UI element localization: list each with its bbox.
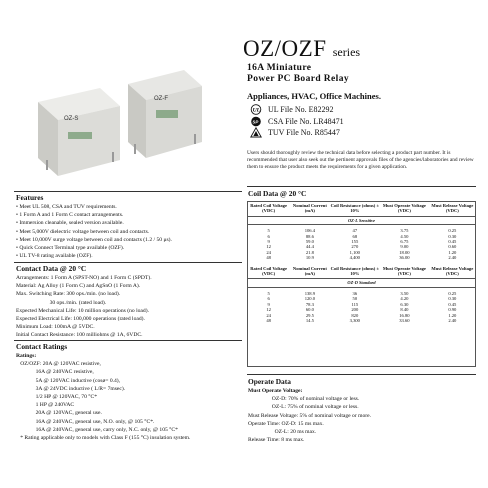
coil-table-cell: 50 — [352, 296, 358, 302]
series-title — [243, 36, 360, 62]
coil-table-cell: 5 — [267, 290, 270, 296]
coil-table-cell: 0.60 — [448, 244, 457, 250]
operate-line: OZ-D: 70% of nominal voltage or less. — [248, 396, 360, 403]
coil-table-header-cell: Must Release Voltage (VDC) — [429, 201, 476, 216]
coil-data-table — [247, 201, 476, 323]
coil-table-cell: 18.00 — [399, 249, 410, 255]
coil-table-cell: 1.20 — [448, 249, 457, 255]
contact-data-line: 30 ops./min. (rated load). — [16, 299, 107, 306]
operate-data-divider — [247, 374, 476, 375]
coil-table-cell: 2.40 — [448, 317, 457, 323]
coil-table-band-label: OZ-D Standard — [247, 279, 476, 287]
feature-item: • Meet UL 508, CSA and TUV requirements. — [16, 204, 117, 210]
coil-table-band-row — [247, 279, 476, 287]
features-list — [16, 203, 172, 260]
coil-table-cell: 3.50 — [400, 290, 409, 296]
operate-data-list — [248, 387, 371, 444]
contact-data-line: Material: Ag Alloy (1 Form C) and AgSnO (1 Form A). — [16, 283, 141, 290]
operate-line: Must Release Voltage: 5% of nominal voltage or more. — [248, 412, 371, 419]
coil-table-header-cell: Rated Coil Voltage (VDC) — [247, 264, 290, 279]
contact-data-line: Minimum Load: 100mA @ 5VDC. — [16, 324, 95, 331]
coil-table-header-row — [247, 264, 476, 279]
coil-table-band-row — [247, 216, 476, 224]
coil-table-cell: 12 — [266, 307, 271, 313]
coil-table-cell: 0.25 — [448, 290, 457, 296]
coil-table-header-cell: Must Release Voltage (VDC) — [429, 264, 476, 279]
coil-table-header-cell: Nominal Current (mA) — [290, 201, 329, 216]
coil-table-header-cell: Coil Resistance (ohms) ± 10% — [330, 201, 381, 216]
coil-table-cell: 1,100 — [349, 249, 360, 255]
coil-table-cell: 78.3 — [305, 301, 314, 307]
coil-table-cell: 12 — [266, 244, 271, 250]
coil-table-cell: 4,400 — [349, 255, 360, 261]
operate-data-title: Operate Data — [248, 377, 291, 386]
coil-table-cell: 2.40 — [448, 255, 457, 261]
contact-ratings-divider — [14, 340, 242, 341]
ul-logo-icon — [250, 104, 264, 115]
rating-line: 3A @ 24VDC inductive ( L/R= 7msec). — [16, 385, 126, 392]
feature-item: • Immersion cleanable, sealed version available. — [16, 220, 124, 227]
coil-table-row — [247, 318, 476, 323]
feature-item: • 1 Form A and 1 Form C contact arrangements. — [16, 212, 124, 219]
coil-data-title: Coil Data @ 20 °C — [248, 189, 307, 198]
series-suffix: series — [332, 45, 361, 59]
subtitle-line1: 16A Miniature — [247, 63, 312, 73]
relay-back-image — [128, 70, 202, 158]
coil-table-cell: 106.4 — [304, 228, 316, 234]
rating-line: 16A @ 240VAC resistive, — [16, 369, 94, 376]
coil-table-cell: 0.45 — [448, 301, 457, 307]
coil-table-cell: 16.80 — [399, 312, 410, 318]
subtitle-line2: Power PC Board Relay — [247, 74, 350, 84]
coil-table-cell: 33.60 — [399, 317, 410, 323]
coil-table-cell: 4.20 — [400, 296, 409, 302]
series-name: OZ/OZF — [243, 36, 327, 61]
operate-line: OZ-L: 75% of nominal voltage or less. — [248, 404, 359, 411]
coil-table-header-cell: Rated Coil Voltage (VDC) — [247, 201, 290, 216]
feature-item: • Meet 10,000V surge voltage between coil and contacts (1.2 / 50 μs). — [16, 236, 172, 243]
coil-table-header-row — [247, 201, 476, 216]
coil-table-cell: 200 — [351, 307, 359, 313]
cert-csa — [250, 116, 344, 127]
cert-tuv — [250, 127, 340, 138]
operate-line: Release Time: 8 ms max. — [248, 437, 305, 444]
relay-front-image — [38, 88, 120, 176]
operate-line: OZ-L: 20 ms max. — [248, 429, 317, 436]
coil-table-cell: 138.9 — [304, 290, 316, 296]
coil-table-header-cell: Must Operate Voltage (VDC) — [380, 264, 429, 279]
coil-table-cell: 5 — [267, 228, 270, 234]
svg-text:SP: SP — [252, 119, 259, 125]
coil-table-cell: 9.00 — [400, 244, 409, 250]
coil-table-cell: 68 — [352, 233, 358, 239]
coil-table-cell: 88.6 — [305, 233, 314, 239]
coil-table-cell: 14.5 — [305, 317, 314, 323]
rating-line: OZ/OZF: 20A @ 120VAC resistive, — [16, 361, 101, 368]
coil-table-cell: 29.5 — [305, 312, 314, 318]
coil-table-header-cell: Nominal Current (mA) — [290, 264, 329, 279]
contact-data-line: Expected Mechanical Life: 10 million operations (no load). — [16, 307, 149, 314]
rating-line: 16A @ 240VAC, general use, N.O. only, @ 105 °C*. — [16, 418, 155, 425]
features-title: Features — [16, 193, 44, 202]
contact-data-line: Expected Electrical Life: 100,000 operations (rated load). — [16, 316, 145, 323]
coil-table-cell: 36 — [352, 290, 358, 296]
coil-table-cell: 0.45 — [448, 239, 457, 245]
coil-table-cell: 24 — [266, 249, 271, 255]
tuv-logo-icon — [250, 127, 264, 138]
contact-ratings-title: Contact Ratings — [16, 342, 68, 351]
coil-table-cell: 36.00 — [399, 255, 410, 261]
svg-text:UL: UL — [252, 107, 261, 114]
feature-item: • UL TV-8 rating available (OZF). — [16, 253, 93, 260]
coil-table-cell: 21.8 — [305, 249, 314, 255]
coil-table-cell: 0.30 — [448, 233, 457, 239]
coil-table-cell: 24 — [266, 312, 271, 318]
coil-table-header-cell: Coil Resistance (ohms) ± 10% — [330, 264, 381, 279]
cert-tuv-text: TUV File No. R85447 — [268, 128, 340, 137]
coil-table-header-cell: Must Operate Voltage (VDC) — [380, 201, 429, 216]
cert-ul-text: UL File No. E82292 — [268, 105, 334, 114]
contact-data-list — [16, 274, 152, 340]
cert-ul — [250, 104, 333, 115]
operate-line: Operate Time: OZ-D: 15 ms max. — [248, 420, 324, 427]
coil-table-cell: 47 — [352, 228, 358, 234]
coil-table-cell: 6 — [267, 296, 270, 302]
coil-table-cell: 0.25 — [448, 228, 457, 234]
coil-table-cell: 4.50 — [400, 233, 409, 239]
rating-line: 5A @ 120VAC inductive (cosø= 0.4), — [16, 377, 121, 384]
coil-table-cell: 3.75 — [400, 228, 409, 234]
relay-front-label: OZ-S — [64, 116, 79, 122]
cert-csa-text: CSA File No. LR48471 — [268, 117, 344, 126]
feature-item: • Quick Connect Terminal type available (OZF). — [16, 245, 125, 252]
coil-data-divider — [247, 186, 476, 187]
coil-table-cell: 115 — [351, 301, 359, 307]
coil-table-cell: 1.20 — [448, 312, 457, 318]
coil-table-cell: 270 — [351, 244, 359, 250]
csa-logo-icon — [250, 116, 264, 127]
coil-table-cell: 59.0 — [305, 239, 314, 245]
coil-table-cell: 9 — [267, 239, 270, 245]
coil-table-band-label: OZ-L Sensitive — [247, 216, 476, 224]
contact-data-title: Contact Data @ 20 °C — [16, 264, 87, 273]
rating-line: 20A @ 120VAC, general use. — [16, 410, 102, 417]
contact-data-divider — [14, 262, 242, 263]
applications: Appliances, HVAC, Office Machines. — [247, 91, 381, 101]
rating-line: 1 HP @ 240VAC — [16, 402, 75, 409]
notice-text: Users should thoroughly review the technical data before selecting a product part number. It is recommended that user also seek out the pertinent approvals files of the agencies/laboratories and review them to ensure the product meets the requirements for a given application. — [247, 150, 474, 170]
coil-table-cell: 0.30 — [448, 296, 457, 302]
features-divider — [14, 191, 242, 192]
contact-data-line: Initial Contact Resistance: 100 milliohms @ 1A, 6VDC. — [16, 332, 143, 339]
operate-line: Must Operate Voltage: — [248, 388, 303, 394]
coil-table-cell: 6 — [267, 233, 270, 239]
coil-table-cell: 155 — [351, 239, 359, 245]
product-photo — [6, 30, 234, 180]
rating-line: Ratings: — [16, 353, 37, 359]
feature-item: • Meet 5,000V dielectric voltage between coil and contacts. — [16, 228, 150, 235]
relay-back-label: OZ-F — [154, 96, 168, 102]
coil-table-cell: 44.4 — [305, 244, 314, 250]
coil-table-cell: 10.9 — [305, 255, 314, 261]
coil-table-cell: 6.75 — [400, 239, 409, 245]
contact-data-line: Arrangements: 1 Form A (SPST-NO) and 1 Form C (SPDT). — [16, 275, 152, 281]
coil-table-cell: 820 — [351, 312, 359, 318]
coil-table-cell: 48 — [266, 317, 271, 323]
coil-table-cell: 6.30 — [400, 301, 409, 307]
coil-table-cell: 120.0 — [304, 296, 316, 302]
rating-line: * Rating applicable only to models with Class F (155 °C) insulation system. — [16, 435, 191, 442]
coil-table-cell: 8.40 — [400, 307, 409, 313]
coil-table-cell: 48 — [266, 255, 271, 261]
contact-data-line: Max. Switching Rate: 300 ops./min. (no load). — [16, 291, 121, 298]
coil-table-cell: 60.0 — [305, 307, 314, 313]
contact-ratings-list — [16, 352, 190, 442]
rating-line: 1/2 HP @ 120VAC, 70 °C* — [16, 394, 98, 401]
rating-line: 16A @ 240VAC, general use, carry only, N.C. only, @ 105 °C* — [16, 426, 178, 433]
coil-table-cell: 3,300 — [349, 317, 360, 323]
coil-table-cell: 0.90 — [448, 307, 457, 313]
coil-table-cell: 9 — [267, 301, 270, 307]
